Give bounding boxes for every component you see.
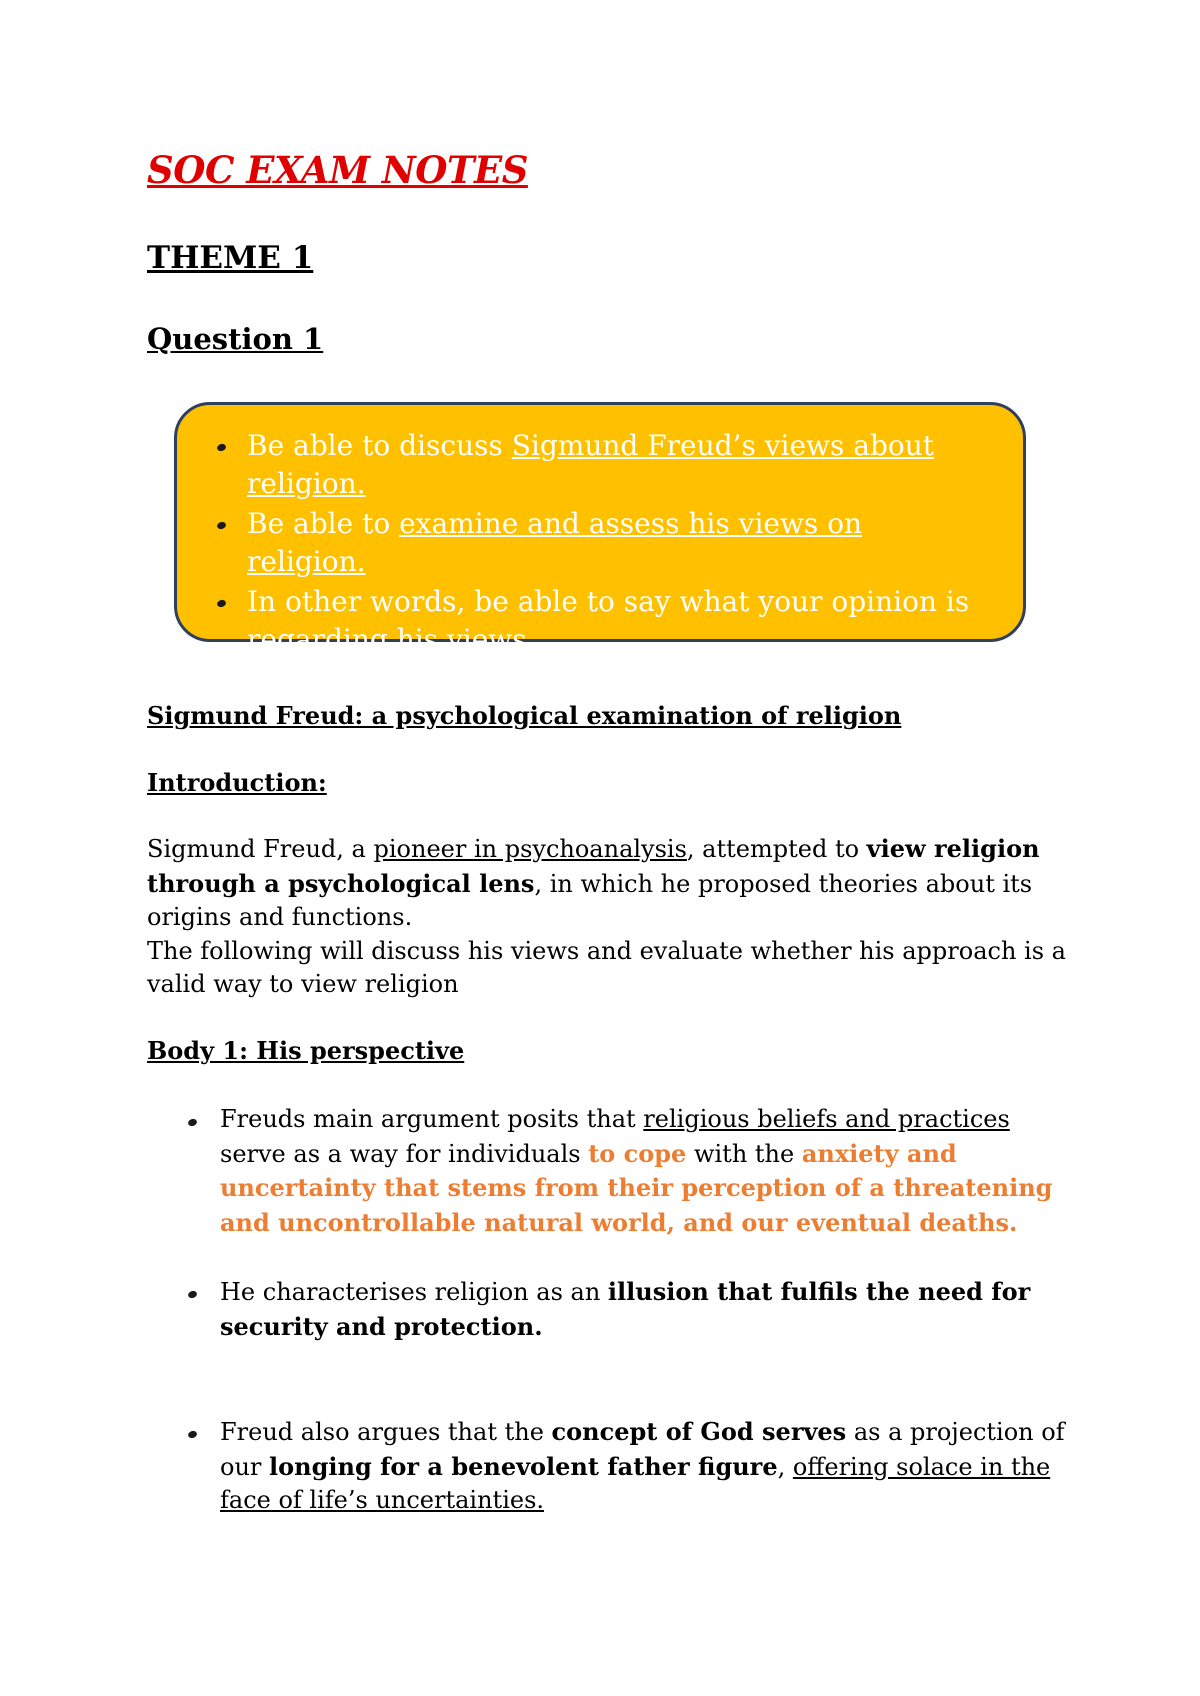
question-heading: Question 1 — [147, 322, 324, 356]
introduction-heading: Introduction: — [147, 768, 327, 797]
objectives-callout — [174, 402, 1026, 656]
document-title: SOC EXAM NOTES — [147, 148, 528, 192]
bullet-icon — [216, 599, 227, 609]
bullet-icon — [216, 521, 227, 531]
bullet-icon — [216, 443, 227, 453]
bullet-icon — [187, 1430, 198, 1440]
list-item: Freuds main argument posits that religious beliefs and practices serve as a way for individuals to cope with the anxiety and uncertainty that stems from their perception of a threatening and uncontrollable natural world, and our eventual deaths. — [220, 1103, 1080, 1240]
objective-item: Be able to discuss Sigmund Freud’s views about religion. — [247, 427, 987, 503]
objective-item: In other words, be able to say what your opinion is regarding his views. — [247, 583, 987, 659]
body1-heading: Body 1: His perspective — [147, 1036, 465, 1065]
bullet-icon — [187, 1290, 198, 1300]
objective-item: Be able to examine and assess his views on religion. — [247, 505, 987, 581]
section-title: Sigmund Freud: a psychological examination of religion — [147, 701, 902, 730]
theme-heading: THEME 1 — [147, 240, 314, 276]
list-item: Freud also argues that the concept of God serves as a projection of our longing for a benevolent father figure, offering solace in the face of life’s uncertainties. — [220, 1415, 1080, 1518]
objectives-list — [247, 427, 987, 661]
list-item: He characterises religion as an illusion that fulfils the need for security and protection. — [220, 1275, 1080, 1344]
introduction-paragraph: Sigmund Freud, a pioneer in psychoanalysis, attempted to view religion through a psychological lens, in which he proposed theories about its origins and functions. The following will discuss his views and evaluate whether his approach is a valid way to view religion — [147, 834, 1066, 998]
bullet-icon — [187, 1118, 198, 1128]
